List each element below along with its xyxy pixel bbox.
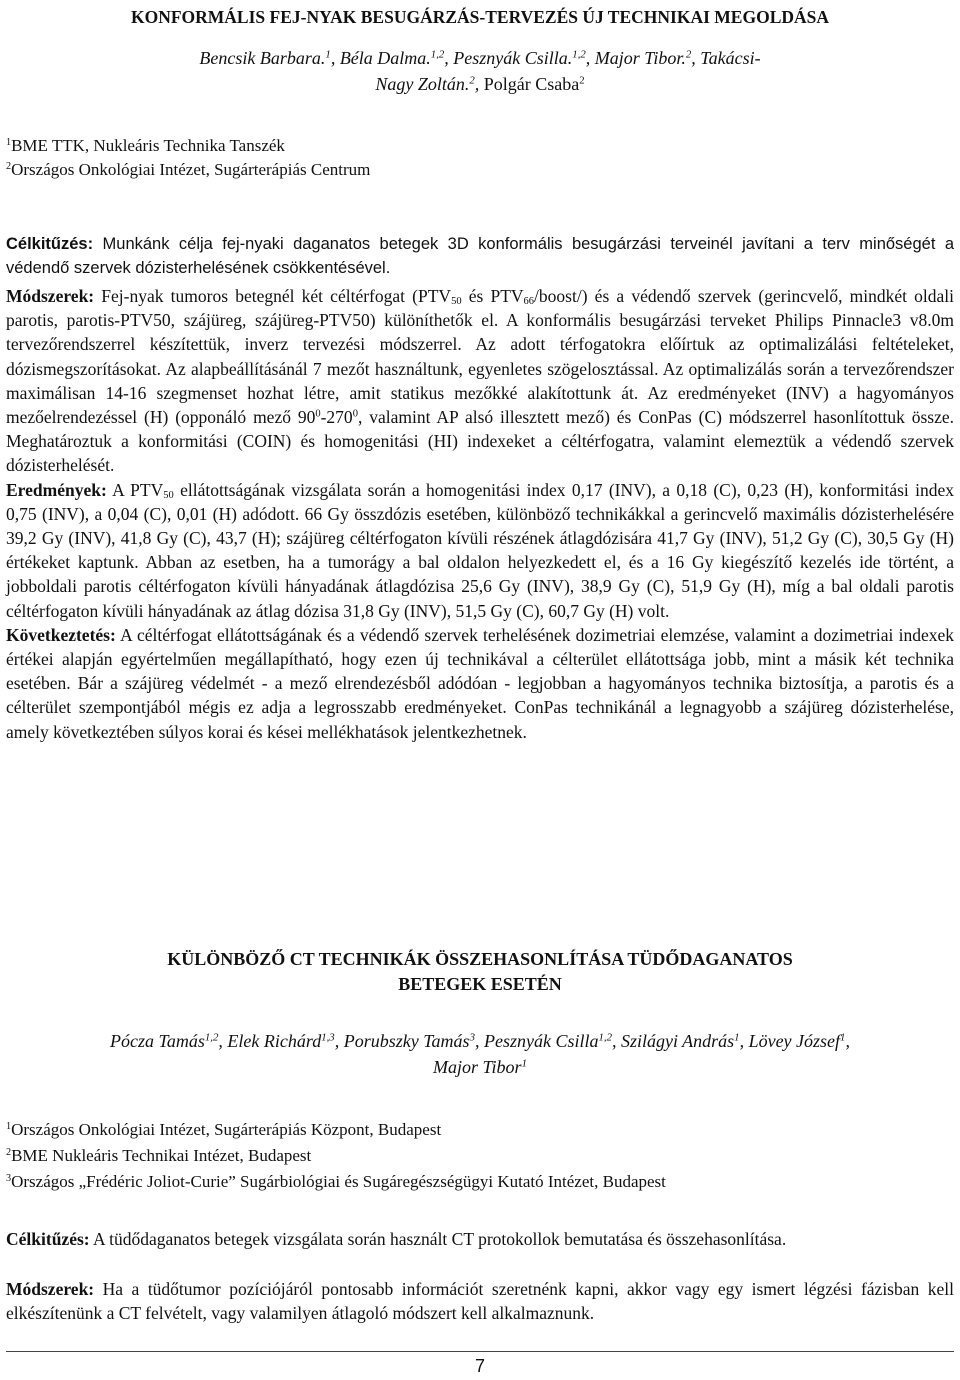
article2-modszerek: Módszerek: Ha a tüdőtumor pozíciójáról pontosabb információt szeretnénk kapni, akkor vagy egy ismert légzési fázisban kell elkészítenünk a CT felvételt, vagy valamilyen átlagoló módszert kell alkalmaznunk. xyxy=(6,1279,955,1323)
article1-celkituzes: Célkitűzés: Munkánk célja fej-nyaki daganatos betegek 3D konformális besugárzási terveinél javítani a terv minőségét a védendő szervek dózisterhelésének csökkentésével. xyxy=(6,235,955,277)
eredmenyek-paragraph: Eredmények: A $PTV_{50}$ ellátottságának vizsgálata során a homogenitási index 0,17 (INV), a 0,18 (C), 0,23 (H), konformitási index 0,75 (INV), a 0,04 (C), 0,01 (H) adódott. 66 Gy összdózis esetében, különböző technikákkal a gerincvelő maximális dózisterhelésére 39,2 Gy (INV), 41,8 Gy (C), 43,7 (H); szájüreg céltérfogaton kívüli részének átlagdózisára 41,7 Gy (INV), 51,2 Gy (C), 30,5 Gy (H) értékeket kaptunk. Abban az esetben, ha a tumorágy a bal oldalon helyezkedett el, és a 16 Gy kiegészítő kezelés ide történt, a jobboldali parotis céltérfogaton kívüli hányadának átlagdózisa 25,6 Gy (INV), 38,9 Gy (C), 51,9 Gy (H), míg a bal oldali parotis céltérfogaton kívüli hányadának az átlag dózisa 31,8 Gy (INV), 51,5 Gy (C), 60,7 Gy (H) volt. xyxy=(6,479,955,621)
kovetkeztetes-paragraph: Következtetés: A céltérfogat ellátottságának és a védendő szervek terhelésének dozimetriai elemzése, valamint a dozimetriai indexek értékei alapján egyértelműen megállapítható, hogy ezen új technikával a célterület ellátottsága jobb, mint a másik két technika esetében. Bár a szájüreg védelmét - a mező elrendezésből adódóan - legjobban a hagyományos technika biztosítja, a parotis és a célterület szempontjából mégis ez adja a legrosszabb eredményeket. ConPas technikánál a legnagyobb a szájüreg dózisterhelése, amely következtében súlyos korai és kései mellékhatások jelentkezhetnek. xyxy=(6,624,954,742)
article1-authors: Bencsik Barbara.$^1$, Béla Dalma.$^{1,2}$, Pesznyák Csilla.$^{1,2}$, Major Tibor.$^2$, Takácsi-Nagy Zoltán.$^2$, Polgár Csaba$^2$ xyxy=(199,48,761,94)
article2-authors: Pócza Tamás$^{1,2}$, Elek Richárd$^{1,3}$, Porubszky Tamás$^3$, Pesznyák Csilla$^{1,2}$, Szilágyi András$^1$, Lövey József$^1$, Major Tibor$^1$ xyxy=(110,1031,850,1077)
article2-affiliation: $^3$Országos „Frédéric Joliot-Curie” Sugárbiológiai és Sugáregészségügyi Kutató Intézet, Budapest xyxy=(6,1172,666,1191)
article1-affiliation: $^1$BME TTK, Nukleáris Technika Tanszék xyxy=(6,136,285,155)
author: Porubszky Tamás$^3$ xyxy=(343,1031,475,1051)
author: Lövey József$^1$ xyxy=(748,1031,846,1051)
article1-affiliation: $^2$Országos Onkológiai Intézet, Sugárterápiás Centrum xyxy=(6,160,371,179)
footer-divider xyxy=(6,1351,954,1352)
author: Polgár Csaba$^2$ xyxy=(483,74,585,94)
author: Pesznyák Csilla$^{1,2}$ xyxy=(483,1031,612,1051)
article2-affiliation: $^2$BME Nukleáris Technikai Intézet, Budapest xyxy=(6,1146,312,1165)
page-number: 7 xyxy=(474,1356,485,1376)
author: Pesznyák Csilla.$^{1,2}$ xyxy=(453,48,586,68)
author: Major Tibor.$^2$ xyxy=(594,48,692,68)
author: Elek Richárd$^{1,3}$ xyxy=(227,1031,335,1051)
article2-title: KÜLÖNBÖZŐ CT TECHNIKÁK ÖSSZEHASONLÍTÁSA TÜDŐDAGANATOS BETEGEK ESETÉN xyxy=(167,949,793,994)
author: Bencsik Barbara.$^1$ xyxy=(199,48,331,68)
author: Takácsi-Nagy Zoltán.$^2$ xyxy=(375,48,761,94)
article2-affiliation: $^1$Országos Onkológiai Intézet, Sugárterápiás Központ, Budapest xyxy=(6,1120,442,1139)
article2-celkituzes: Célkitűzés: A tüdődaganatos betegek vizsgálata során használt CT protokollok bemutatása és összehasonlítása. xyxy=(6,1229,787,1249)
article1-title: KONFORMÁLIS FEJ-NYAK BESUGÁRZÁS-TERVEZÉS ÚJ TECHNIKAI MEGOLDÁSA xyxy=(130,7,830,27)
author: Pócza Tamás$^{1,2}$ xyxy=(110,1031,219,1051)
article1-body xyxy=(6,284,954,744)
author: Szilágyi András$^1$ xyxy=(620,1031,740,1051)
author: Béla Dalma.$^{1,2}$ xyxy=(339,48,445,68)
author: Major Tibor$^1$ xyxy=(433,1057,527,1077)
modszerek-paragraph: Módszerek: Fej-nyak tumoros betegnél két céltérfogat ($PTV_{50}$ és $PTV_{66}/boost/$) és a védendő szervek (gerincvelő, mindkét oldali parotis, parotis-PTV50, szájüreg, szájüreg-PTV50) különíthetők el. A konformális besugárzási terveket Philips Pinnacle3 v8.0m tervezőrendszerrel készítettük, inverz tervezési módszerrel. Az adott térfogatokra előírtuk az optimalizálási feltételeket, dózismegszorításokat. Az alapbeállításánál 7 mezőt használtunk, egyenletes szögelosztással. Az optimalizálás során a tervezőrendszer maximálisan 14-16 szegmenset hozhat létre, amit statikus mezőkké alakítottunk át. Az eredményeket (INV) a hagyományos mezőelrendezéssel (H) (opponáló mező $90^0-270^0$, valamint AP alsó illesztett mező) és ConPas (C) módszerrel hasonlítottuk össze. Meghatároztuk a konformitási (COIN) és homogenitási (HI) indexeket a céltérfogatra, valamint elemeztük a védendő szervek dózisterhelését. xyxy=(6,286,955,476)
